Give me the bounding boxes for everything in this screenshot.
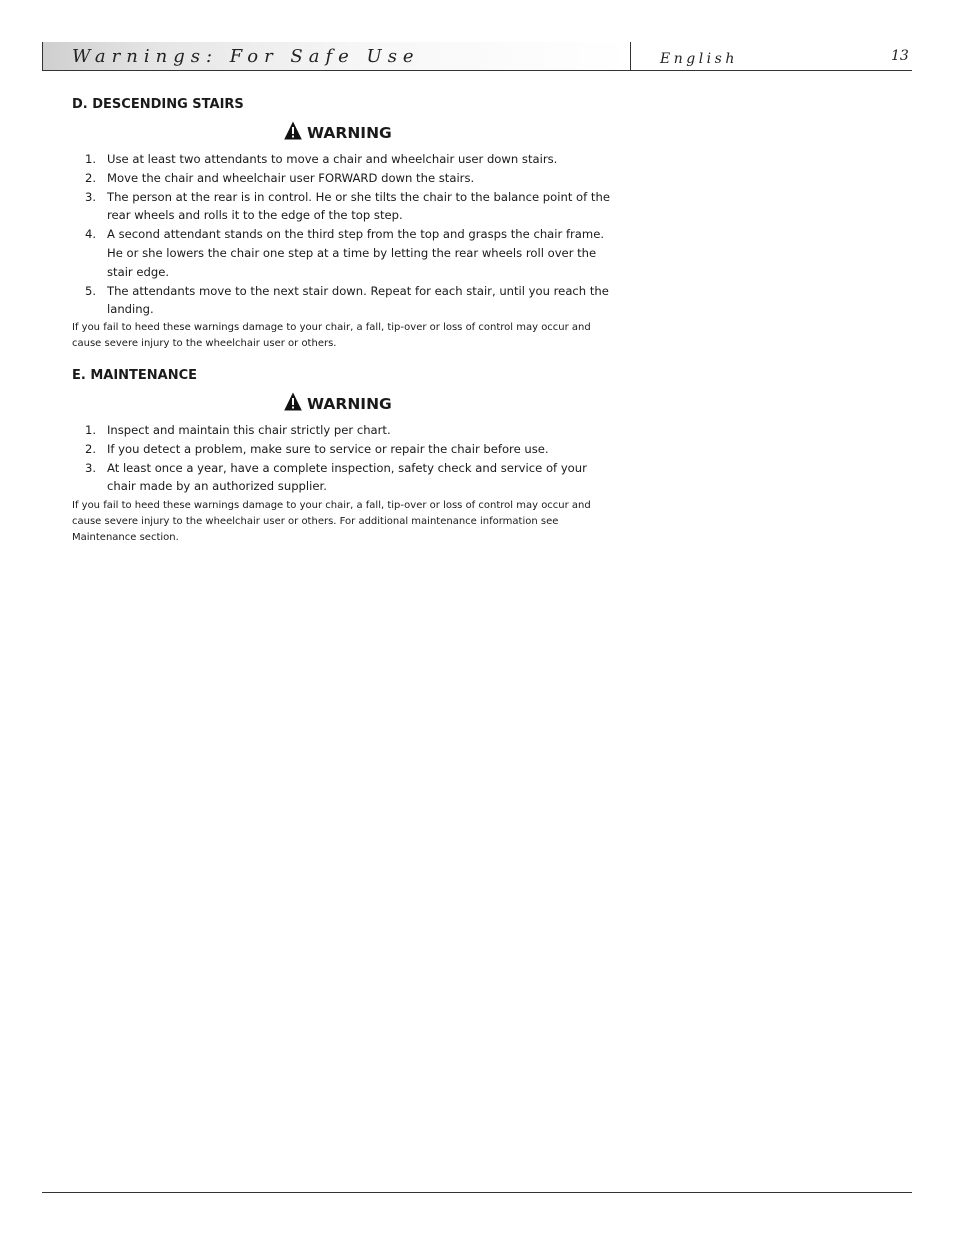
section-heading-maintenance: E. MAINTENANCE — [72, 368, 198, 383]
list-item — [72, 282, 612, 320]
language-label: English — [660, 51, 738, 67]
footer-rule — [42, 1192, 912, 1193]
header-rule — [42, 70, 912, 71]
list-number: 3. — [85, 189, 97, 204]
list-text: Move the chair and wheelchair user FORWARD down the stairs. — [107, 170, 475, 185]
warning-label: WARNING — [307, 123, 392, 142]
warning-triangle-icon — [284, 121, 302, 140]
warning-note: If you fail to heed these warnings damage to your chair, a fall, tip-over or loss of control may occur and cause severe injury to the wheelchair user or others. — [72, 322, 591, 349]
list-number: 3. — [85, 460, 97, 475]
list-number: 4. — [85, 227, 97, 242]
list-number: 1. — [85, 152, 97, 166]
warning-note: If you fail to heed these warnings damage to your chair, a fall, tip-over or loss of control may occur and cause severe injury to the wheelchair user or others. For additional maintenance information see Maintenance section. — [72, 500, 591, 543]
list-item — [72, 440, 612, 459]
section-heading-descending-stairs: D. DESCENDING STAIRS — [72, 97, 244, 112]
page-title: Warnings: For Safe Use — [72, 46, 420, 67]
list-text: The attendants move to the next stair down. Repeat for each stair, until you reach the landing. — [107, 283, 609, 317]
list-text: A second attendant stands on the third step from the top and grasps the chair frame. He or she lowers the chair one step at a time by letting the rear wheels roll over the stair edge. — [107, 227, 605, 279]
list-item — [72, 169, 612, 188]
list-number: 2. — [85, 170, 97, 185]
list-item — [72, 459, 612, 497]
list-text: The person at the rear is in control. He or she tilts the chair to the balance point of the rear wheels and rolls it to the edge of the top step. — [107, 189, 610, 223]
maintenance-list — [72, 421, 612, 496]
list-item — [72, 225, 612, 281]
list-number: 1. — [85, 423, 97, 437]
warning-title — [284, 121, 392, 140]
list-text: At least once a year, have a complete inspection, safety check and service of your chair made by an authorized supplier. — [107, 460, 587, 494]
list-item — [72, 421, 612, 440]
list-number: 5. — [85, 283, 97, 298]
descending-stairs-list — [72, 150, 612, 319]
list-text: If you detect a problem, make sure to service or repair the chair before use. — [107, 441, 549, 456]
list-text: Use at least two attendants to move a chair and wheelchair user down stairs. — [107, 152, 558, 166]
warning-triangle-icon — [284, 392, 302, 411]
warning-title — [284, 392, 392, 411]
warning-label: WARNING — [307, 394, 392, 413]
list-text: Inspect and maintain this chair strictly per chart. — [107, 423, 391, 437]
header-divider — [630, 42, 631, 70]
page-number: 13 — [891, 48, 909, 64]
list-item — [72, 150, 612, 169]
list-item — [72, 188, 612, 226]
list-number: 2. — [85, 441, 97, 456]
